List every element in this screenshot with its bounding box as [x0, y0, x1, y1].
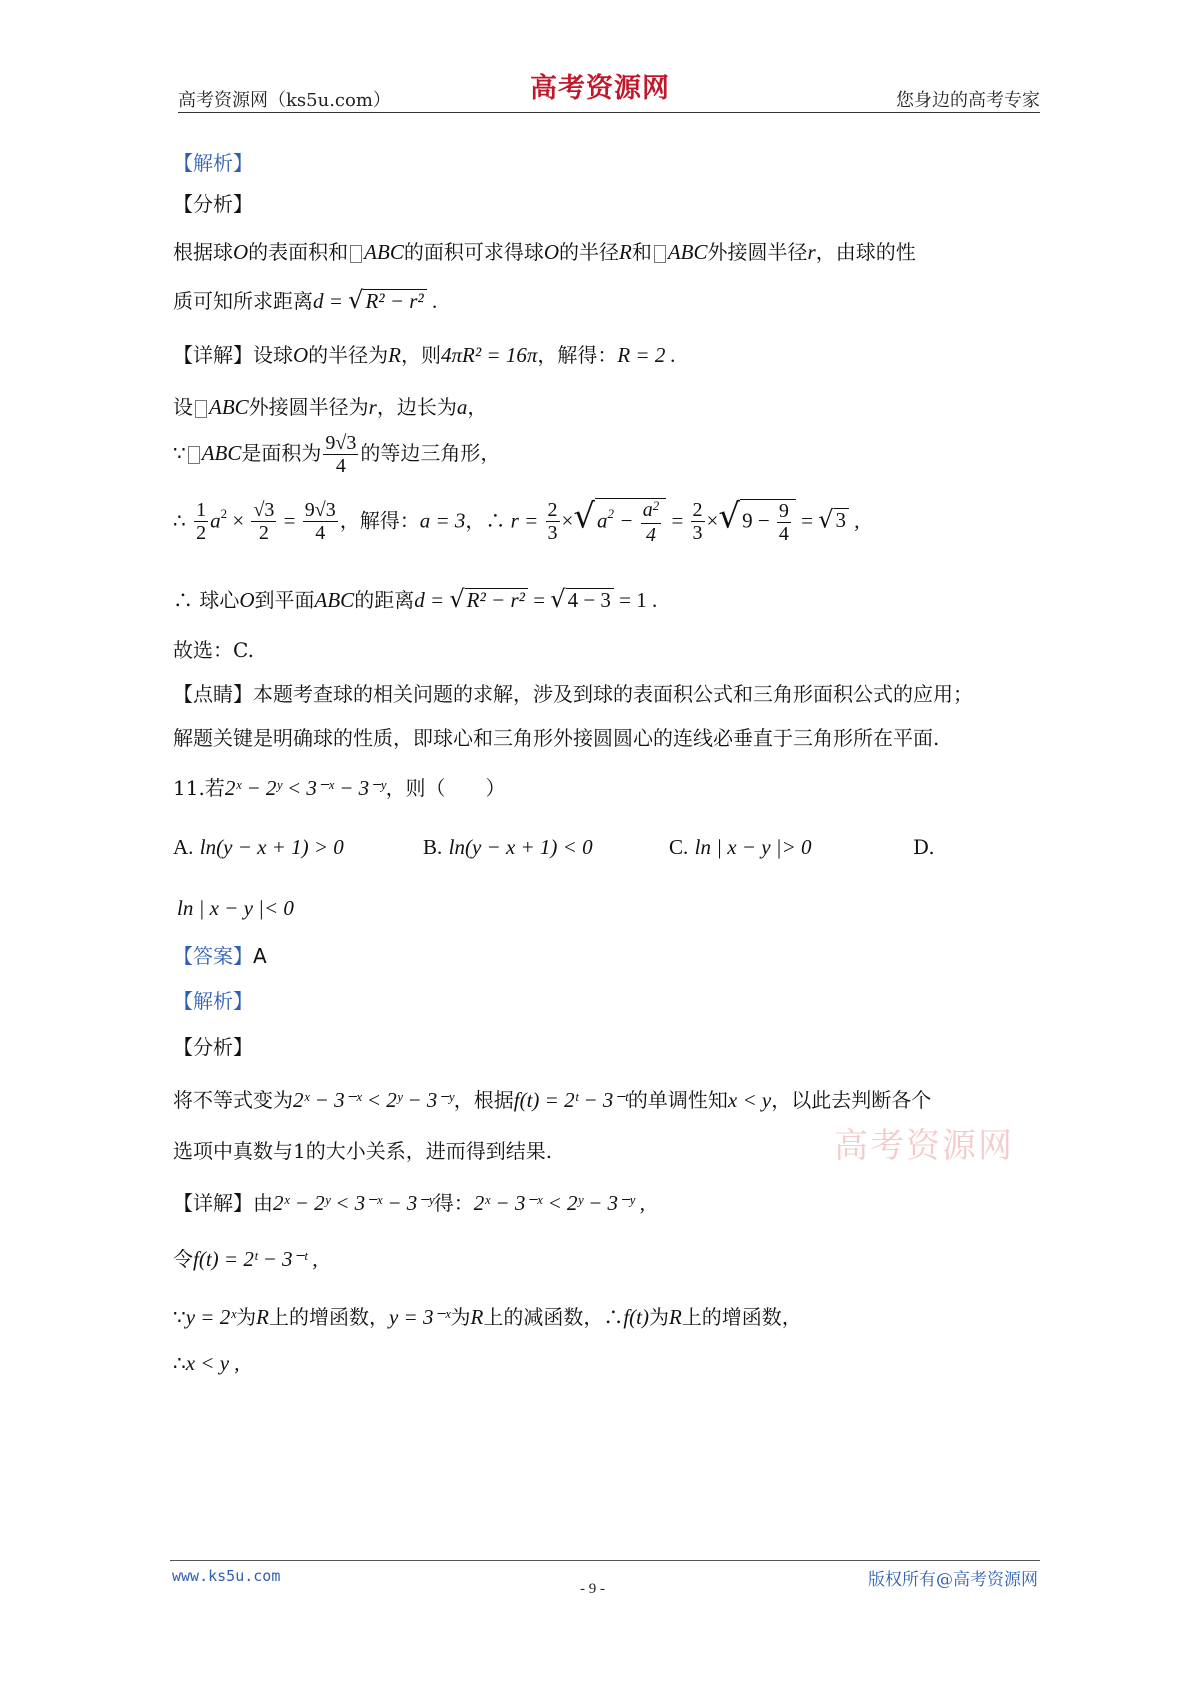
section-label-fenxi: 【分析】 [173, 192, 253, 216]
note-line-1: 【点睛】本题考查球的相关问题的求解，涉及到球的表面积公式和三角形面积公式的应用； [173, 682, 973, 706]
missing-glyph-box-icon [654, 245, 666, 263]
note-line-2: 解题关键是明确球的性质，即球心和三角形外接圆圆心的连线必垂直于三角形所在平面. [173, 726, 940, 750]
page-footer [170, 1560, 1040, 1597]
missing-glyph-box-icon [350, 245, 362, 263]
option-d-label: D. [913, 835, 935, 859]
watermark: 高考资源网 [834, 1126, 1014, 1166]
detail-line-5: ∴ 球心O到平面ABC的距离d = √R² − r² = √4 − 3 = 1 . [173, 585, 658, 613]
detail-line-1: 【详解】设球O的半径为R，则4πR² = 16π，解得：R = 2 . [173, 343, 676, 367]
section-label-fenxi-2: 【分析】 [173, 1035, 253, 1059]
analysis-paragraph-line-1: 根据球O的表面积和 ABC的面积可求得球O的半径R和 ABC外接圆半径r，由球的性 [173, 240, 916, 264]
header-logo: 高考资源网 [530, 73, 670, 104]
detail2-line-4: ∴x < y , [173, 1351, 240, 1375]
detail2-line-2: 令f(t) = 2ᵗ − 3⁻ᵗ , [173, 1247, 318, 1271]
analysis2-line-1: 将不等式变为2ˣ − 3⁻ˣ < 2ʸ − 3⁻ʸ，根据f(t) = 2ᵗ − 3⁻ᵗ的单调性知x < y，以此去判断各个 [173, 1088, 932, 1112]
missing-glyph-box-icon [188, 446, 200, 464]
section-label-jiexi: 【解析】 [173, 151, 253, 175]
answer-line: 【答案】A [173, 944, 267, 968]
missing-glyph-box-icon [195, 400, 207, 418]
footer-copyright: 版权所有@高考资源网 [868, 1570, 1038, 1590]
header-slogan: 您身边的高考专家 [896, 90, 1040, 111]
detail2-line-3: ∵y = 2ˣ为R上的增函数，y = 3⁻ˣ为R上的减函数，∴f(t)为R上的增函数， [173, 1305, 802, 1329]
fraction-area: $\frac{9√3}{4}$ [325, 432, 357, 477]
question-11-stem: 11.若2ˣ − 2ʸ < 3⁻ˣ − 3⁻ʸ，则（ ） [173, 776, 506, 800]
page-header [178, 73, 1040, 113]
option-c: C. ln | x − y |> 0 [669, 835, 812, 859]
header-site-name: 高考资源网（ks5u.com） [178, 90, 391, 111]
section-label-jiexi-2: 【解析】 [173, 989, 253, 1013]
option-d-expression: ln | x − y |< 0 [177, 896, 294, 920]
detail2-line-1: 【详解】由2ˣ − 2ʸ < 3⁻ˣ − 3⁻ʸ得：2ˣ − 3⁻ˣ < 2ʸ − 3⁻ʸ , [173, 1191, 645, 1215]
footer-url-link[interactable]: www.ks5u.com [172, 1567, 281, 1585]
page-number: - 9 - [580, 1581, 605, 1597]
choice-result: 故选：C. [173, 638, 254, 662]
detail-line-2: 设 ABC外接圆半径为r，边长为a， [173, 395, 488, 419]
option-a: A. ln(y − x + 1) > 0 [173, 835, 344, 859]
option-b: B. ln(y − x + 1) < 0 [423, 835, 593, 859]
detail-line-3: ∵ ABC是面积为 $\frac{9√3}{4}$ 的等边三角形， [173, 432, 501, 477]
analysis-paragraph-line-2: 质可知所求距离d = √R² − r² . [173, 286, 438, 314]
detail-line-4: ∴ $\frac{1}{2}$ $a^2$ × $\frac{√3}{2}$ = $\frac{9√3}{4}$ ，解得：a = 3，∴ r = $\frac{2}{3}$ $\times√a^2$ − $\frac{a^2}{4}$ = $\frac{2}{3}$ ×√9 − $\frac{9}{4}$ = √3 , [173, 496, 860, 546]
analysis2-line-2: 选项中真数与1的大小关系，进而得到结果. [173, 1139, 553, 1163]
